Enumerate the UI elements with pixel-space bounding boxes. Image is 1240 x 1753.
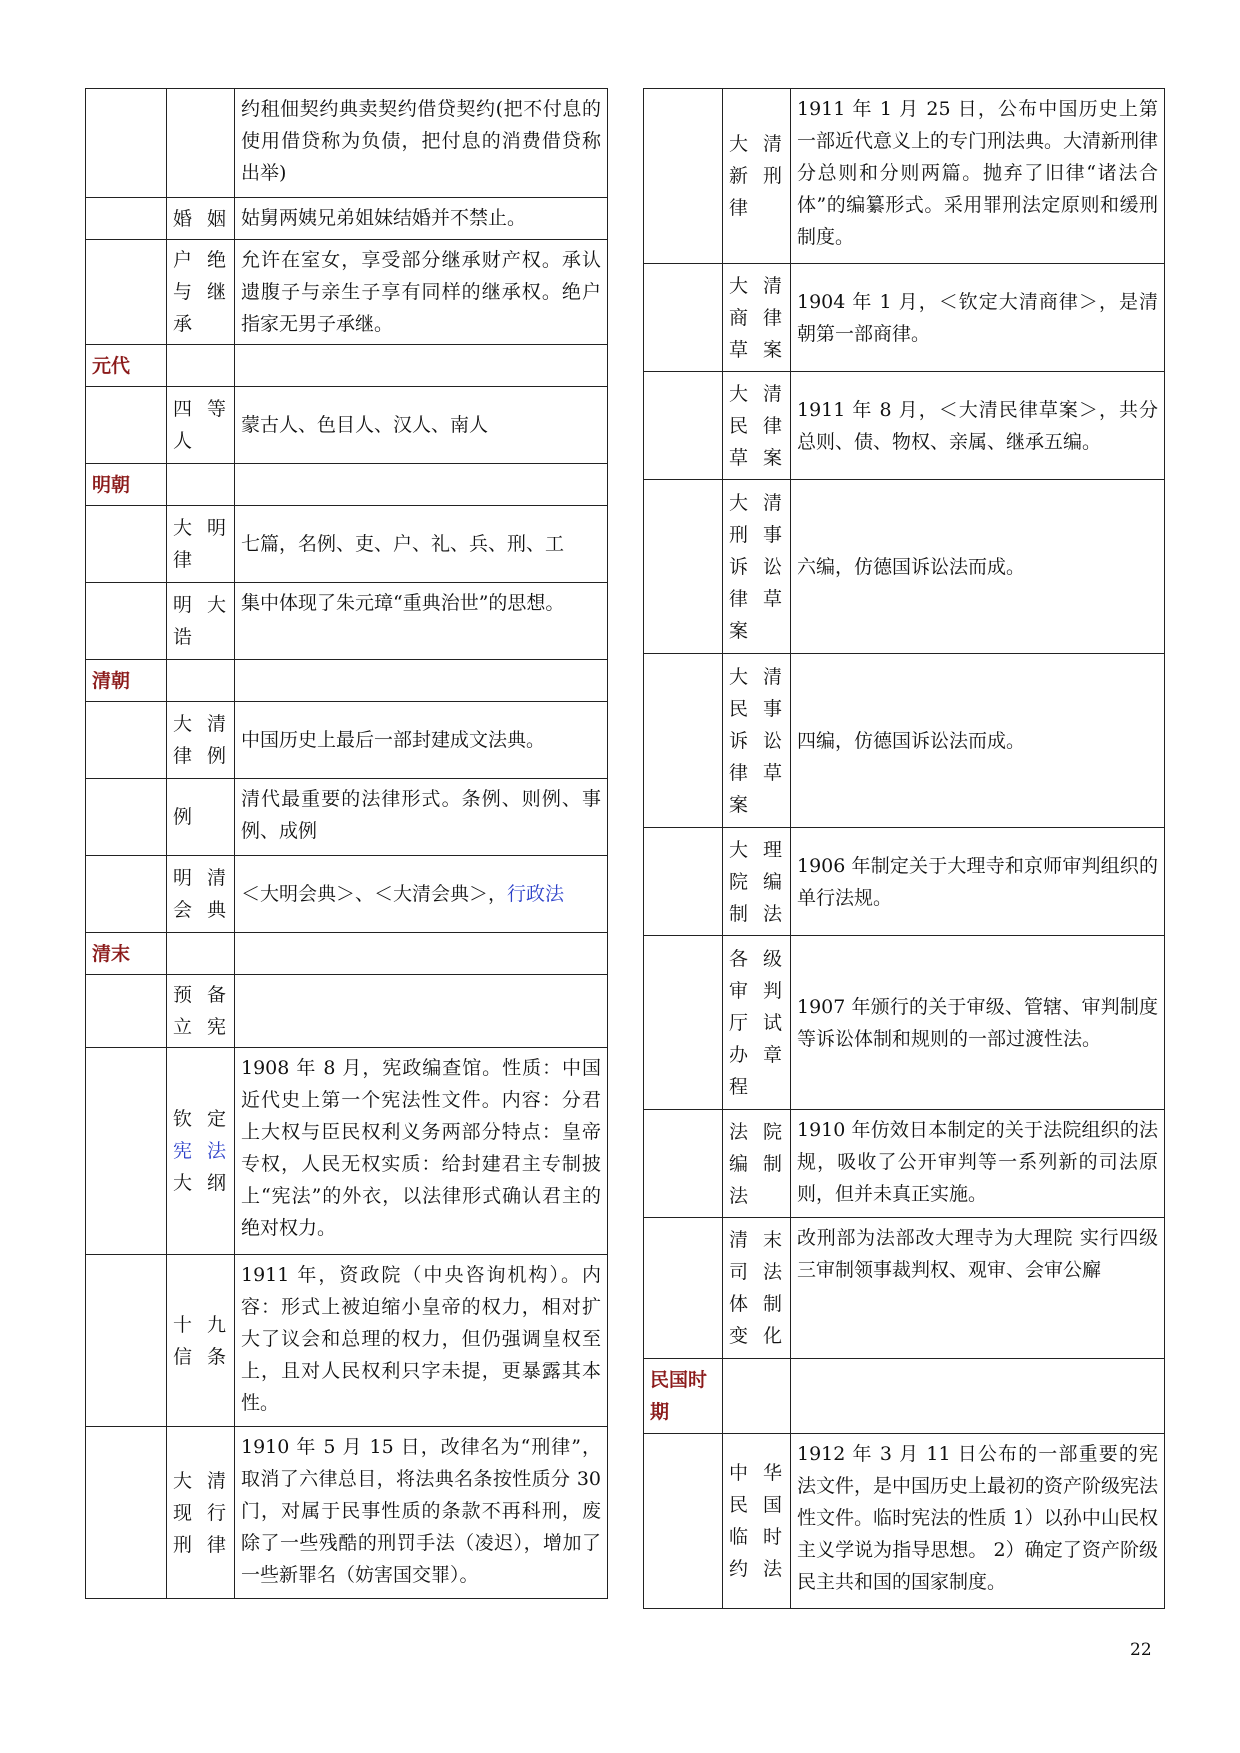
era-cell <box>86 1048 167 1255</box>
law-content-cell <box>235 345 608 387</box>
law-content-cell: 集中体现了朱元璋“重典治世”的思想。 <box>235 583 608 660</box>
law-name-cell: 十九信条 <box>167 1255 235 1427</box>
law-name-cell: 预备立宪 <box>167 975 235 1048</box>
law-content-cell: 允许在室女，享受部分继承财产权。承认遗腹子与亲生子享有同样的继承权。绝户指家无男子承继。 <box>235 240 608 345</box>
law-name-cell: 大理院编制法 <box>723 828 791 936</box>
law-content-cell <box>791 1359 1165 1434</box>
law-name-cell: 各级审判厅试办章程 <box>723 936 791 1110</box>
table-row <box>644 1359 1165 1434</box>
law-name-cell: 大清民事诉讼律草案 <box>723 654 791 828</box>
table-row <box>644 1434 1165 1609</box>
law-name-cell: 中华民国临时约法 <box>723 1434 791 1609</box>
era-cell <box>644 1218 723 1359</box>
table-row <box>86 464 608 506</box>
table-row <box>86 506 608 583</box>
law-content-cell: 1911 年 1 月 25 日，公布中国历史上第一部近代意义上的专门刑法典。大清新刑律分总则和分则两篇。抛弃了旧律“诸法合体”的编纂形式。采用罪刑法定原则和缓刑制度。 <box>791 89 1165 264</box>
left-law-table <box>85 88 608 1599</box>
law-name-cell <box>167 660 235 702</box>
law-content-cell: 六编，仿德国诉讼法而成。 <box>791 480 1165 654</box>
law-name-cell: 大清商律草案 <box>723 264 791 372</box>
law-name-cell: 大清现行刑律 <box>167 1427 235 1599</box>
law-name-part: 钦定 <box>173 1108 228 1130</box>
administrative-law-link[interactable]: 行政法 <box>507 883 565 905</box>
table-row <box>644 1218 1165 1359</box>
era-cell <box>644 372 723 480</box>
law-content-cell: 1906 年制定关于大理寺和京师审判组织的单行法规。 <box>791 828 1165 936</box>
law-content-cell: 清代最重要的法律形式。条例、则例、事例、成例 <box>235 779 608 856</box>
era-cell <box>644 89 723 264</box>
law-content-cell: 蒙古人、色目人、汉人、南人 <box>235 387 608 464</box>
table-row <box>644 480 1165 654</box>
law-name-part: 大纲 <box>173 1172 228 1194</box>
law-name-cell: 明大诰 <box>167 583 235 660</box>
table-row <box>644 89 1165 264</box>
law-name-cell <box>167 1048 235 1255</box>
law-content-cell: 四编，仿德国诉讼法而成。 <box>791 654 1165 828</box>
law-name-cell <box>723 1359 791 1434</box>
table-row <box>86 660 608 702</box>
era-cell <box>86 702 167 779</box>
law-content-cell: 约租佃契约典卖契约借贷契约(把不付息的使用借贷称为负债，把付息的消费借贷称出举) <box>235 89 608 198</box>
law-content-cell: 1910 年仿效日本制定的关于法院组织的法规，吸收了公开审判等一系列新的司法原则，但并未真正实施。 <box>791 1110 1165 1218</box>
era-cell: 元代 <box>86 345 167 387</box>
table-row <box>86 1048 608 1255</box>
table-row <box>86 856 608 933</box>
era-cell: 民国时期 <box>644 1359 723 1434</box>
law-name-cell: 大明律 <box>167 506 235 583</box>
law-name-cell: 例 <box>167 779 235 856</box>
law-name-cell <box>167 345 235 387</box>
law-name-cell <box>167 933 235 975</box>
era-cell <box>644 480 723 654</box>
law-content-cell: 七篇，名例、吏、户、礼、兵、刑、工 <box>235 506 608 583</box>
table-row <box>86 933 608 975</box>
law-name-cell: 户绝与继承 <box>167 240 235 345</box>
era-cell <box>86 856 167 933</box>
law-name-cell: 婚姻 <box>167 198 235 240</box>
table-row <box>86 779 608 856</box>
era-cell <box>86 240 167 345</box>
page-number: 22 <box>1130 1640 1152 1660</box>
table-row <box>86 345 608 387</box>
law-content-cell: 1910 年 5 月 15 日，改律名为“刑律”，取消了六律总目，将法典名条按性质分 30 门，对属于民事性质的条款不再科刑，废除了一些残酷的刑罚手法（凌迟），增加了一些新罪名（妨害国交罪）。 <box>235 1427 608 1599</box>
law-content-cell: 1911 年 8 月，＜大清民律草案＞，共分总则、债、物权、亲属、继承五编。 <box>791 372 1165 480</box>
era-cell <box>86 975 167 1048</box>
law-name-cell: 大清民律草案 <box>723 372 791 480</box>
table-row <box>644 372 1165 480</box>
law-content-cell <box>235 464 608 506</box>
era-cell: 明朝 <box>86 464 167 506</box>
law-name-cell: 大清刑事诉讼律草案 <box>723 480 791 654</box>
law-content-cell: 1907 年颁行的关于审级、管辖、审判制度等诉讼体制和规则的一部过渡性法。 <box>791 936 1165 1110</box>
era-cell <box>86 583 167 660</box>
era-cell <box>644 1110 723 1218</box>
law-content-cell: 中国历史上最后一部封建成文法典。 <box>235 702 608 779</box>
era-cell <box>86 779 167 856</box>
law-content-cell <box>235 856 608 933</box>
era-cell <box>86 506 167 583</box>
table-row <box>86 975 608 1048</box>
law-name-cell: 大清律例 <box>167 702 235 779</box>
table-row <box>644 936 1165 1110</box>
law-content-text: ＜大明会典＞、＜大清会典＞， <box>241 883 508 905</box>
table-row <box>644 828 1165 936</box>
law-content-cell: 1912 年 3 月 11 日公布的一部重要的宪法文件，是中国历史上最初的资产阶级宪法性文件。临时宪法的性质 1）以孙中山民权主义学说为指导思想。 2）确定了资产阶级民主共和国的国家制度。 <box>791 1434 1165 1609</box>
law-name-cell: 法院编制法 <box>723 1110 791 1218</box>
law-content-cell <box>235 660 608 702</box>
law-content-cell: 1911 年，资政院（中央咨询机构）。内容：形式上被迫缩小皇帝的权力，相对扩大了议会和总理的权力，但仍强调皇权至上，且对人民权利只字未提，更暴露其本性。 <box>235 1255 608 1427</box>
law-name-cell <box>167 464 235 506</box>
law-name-cell <box>167 89 235 198</box>
table-row <box>86 240 608 345</box>
law-name-cell: 明清会典 <box>167 856 235 933</box>
era-cell <box>644 828 723 936</box>
era-cell <box>86 89 167 198</box>
table-row <box>86 583 608 660</box>
constitution-link[interactable]: 宪法 <box>173 1140 228 1162</box>
era-cell: 清朝 <box>86 660 167 702</box>
table-row <box>644 654 1165 828</box>
era-cell <box>86 198 167 240</box>
era-cell <box>644 654 723 828</box>
era-cell <box>644 264 723 372</box>
law-content-cell <box>235 933 608 975</box>
era-cell <box>86 387 167 464</box>
table-row <box>86 1255 608 1427</box>
law-content-cell: 1908 年 8 月，宪政编查馆。性质：中国近代史上第一个宪法性文件。内容：分君上大权与臣民权利义务两部分特点：皇帝专权，人民无权实质：给封建君主专制披上“宪法”的外衣，以法律形式确认君主的绝对权力。 <box>235 1048 608 1255</box>
table-row <box>86 387 608 464</box>
law-content-cell: 姑舅两姨兄弟姐妹结婚并不禁止。 <box>235 198 608 240</box>
era-cell <box>644 1434 723 1609</box>
table-row <box>86 702 608 779</box>
right-law-table <box>643 88 1165 1609</box>
law-content-cell: 改刑部为法部改大理寺为大理院 实行四级三审制领事裁判权、观审、会审公廨 <box>791 1218 1165 1359</box>
era-cell <box>644 936 723 1110</box>
table-row <box>86 1427 608 1599</box>
law-content-cell: 1904 年 1 月，＜钦定大清商律＞，是清朝第一部商律。 <box>791 264 1165 372</box>
era-cell: 清末 <box>86 933 167 975</box>
law-name-cell: 大清新刑律 <box>723 89 791 264</box>
table-row <box>644 1110 1165 1218</box>
law-name-cell: 四等人 <box>167 387 235 464</box>
law-name-cell: 清末司法体制变化 <box>723 1218 791 1359</box>
table-row <box>644 264 1165 372</box>
law-content-cell <box>235 975 608 1048</box>
era-cell <box>86 1427 167 1599</box>
table-row <box>86 89 608 198</box>
table-row <box>86 198 608 240</box>
era-cell <box>86 1255 167 1427</box>
